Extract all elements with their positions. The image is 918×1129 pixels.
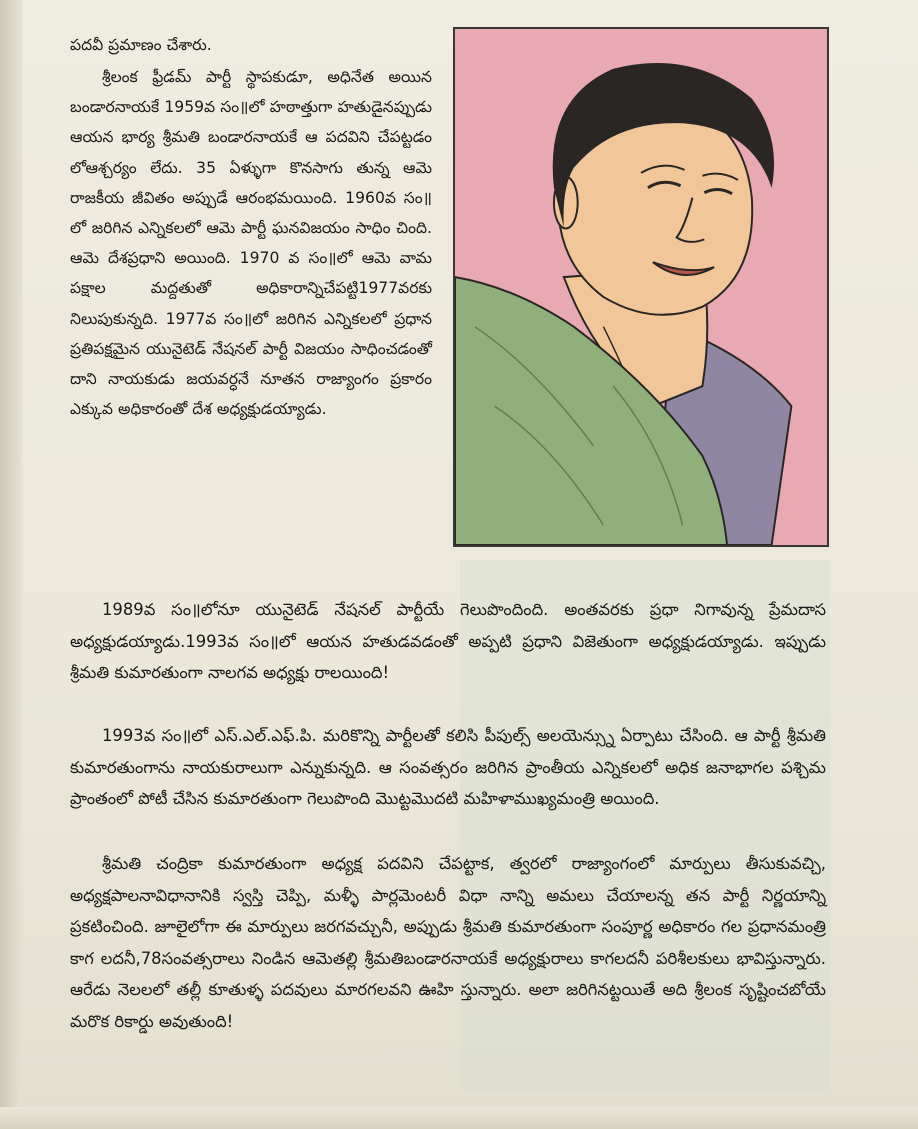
scan-edge-left: [0, 0, 22, 1129]
paragraph-premadasa: 1989వ సం॥లోనూ యునైటెడ్ నేషనల్ పార్టీయే గెలుపొందింది. అంతవరకు ప్రధా నిగావున్న ప్రేమదాస అధ్యక్షుడయ్యాడు.1993వ సం॥లో ఆయన హతుడవడంతో అప్పటి ప్రధాని విజెతుంగా అధ్యక్షుడయ్యాడు. ఇప్పుడు శ్రీమతి కుమారతుంగా నాలగవ అధ్యక్షు రాలయింది!: [70, 600, 826, 683]
portrait-illustration: [453, 27, 829, 547]
paragraph-peoples-alliance: 1993వ సం॥లో ఎస్.ఎల్.ఎఫ్.పి. మరికొన్ని పార్టీలతో కలిసి పీపుల్స్ అలయెన్స్ను ఏర్పాటు చేసింది. ఆ పార్టీ శ్రీమతి కుమారతుంగాను నాయకురాలుగా ఎన్నుకున్నది. ఆ సంవత్సరం జరిగిన ప్రాంతీయ ఎన్నికలలో అధిక జనాభాగల పశ్చిమ ప్రాంతంలో పోటీ చేసిన కుమారతుంగా గెలుపొంది మొట్టమొదటి మహిళాముఖ్యమంత్రి అయింది.: [70, 726, 826, 809]
paragraph-continuation: పదవీ ప్రమాణం చేశారు.: [70, 36, 212, 54]
paragraph-bandaranaike-career: శ్రీలంక ఫ్రీడమ్ పార్టీ స్థాపకుడూ, అధినేత అయిన బండారనాయకే 1959వ సం॥లో హఠాత్తుగా హతుడైనప్పుడు ఆయన భార్య శ్రీమతి బండారనాయకే ఆ పదవిని చేపట్టడం లోఆశ్చర్యం లేదు. 35 ఏళ్ళుగా కొనసాగు తున్న ఆమె రాజకీయ జీవితం అప్పుడే ఆరంభమయింది. 1960వ సం॥లో జరిగిన ఎన్నికలలో ఆమె పార్టీ ఘనవిజయం సాధిం చింది. ఆమె దేశప్రధాని అయింది. 1970 వ సం॥లో ఆమె వామ పక్షాల మద్దతుతో అధికారాన్నిచేపట్టి1977వరకు నిలుపుకున్నది. 1977వ సం॥లో జరిగిన ఎన్నికలలో ప్రధాన ప్రతిపక్షమైన యునైటెడ్ నేషనల్ పార్టీ విజయం సాధించడంతో దాని నాయకుడు జయవర్ధనే నూతన రాజ్యాంగం ప్రకారం ఎక్కువ అధికారంతో దేశ అధ్యక్షుడయ్యాడు.: [70, 68, 432, 419]
scan-edge-bottom: [0, 1107, 918, 1129]
paragraph-future-plans: శ్రీమతి చంద్రికా కుమారతుంగా అధ్యక్ష పదవిని చేపట్టాక, త్వరలో రాజ్యాంగంలో మార్పులు తీసుకువచ్చి, అధ్యక్షపాలనావిధానానికి స్వస్తి చెప్పి, మళ్ళీ పార్లమెంటరీ విధా నాన్ని అమలు చేయాలన్న తన పార్టీ నిర్ణయాన్ని ప్రకటించింది. జూలైలోగా ఈ మార్పులు జరగవచ్చునీ, అప్పుడు శ్రీమతి కుమారతుంగా సంపూర్ణ అధికారం గల ప్రధానమంత్రి కాగ లదనీ,78సంవత్సరాలు నిండిన ఆమెతల్లి శ్రీమతిబండారనాయకే అధ్యక్షురాలు కాగలదనీ పరిశీలకులు భావిస్తున్నారు. ఆరేడు నెలలలో తల్లీ కూతుళ్ళ పదవులు మారగలవని ఊహి స్తున్నారు. అలా జరిగినట్టయితే అది శ్రీలంక సృష్టించబోయే మరొక రికార్డు అవుతుంది!: [70, 854, 826, 1031]
portrait-drawing: [455, 29, 827, 545]
